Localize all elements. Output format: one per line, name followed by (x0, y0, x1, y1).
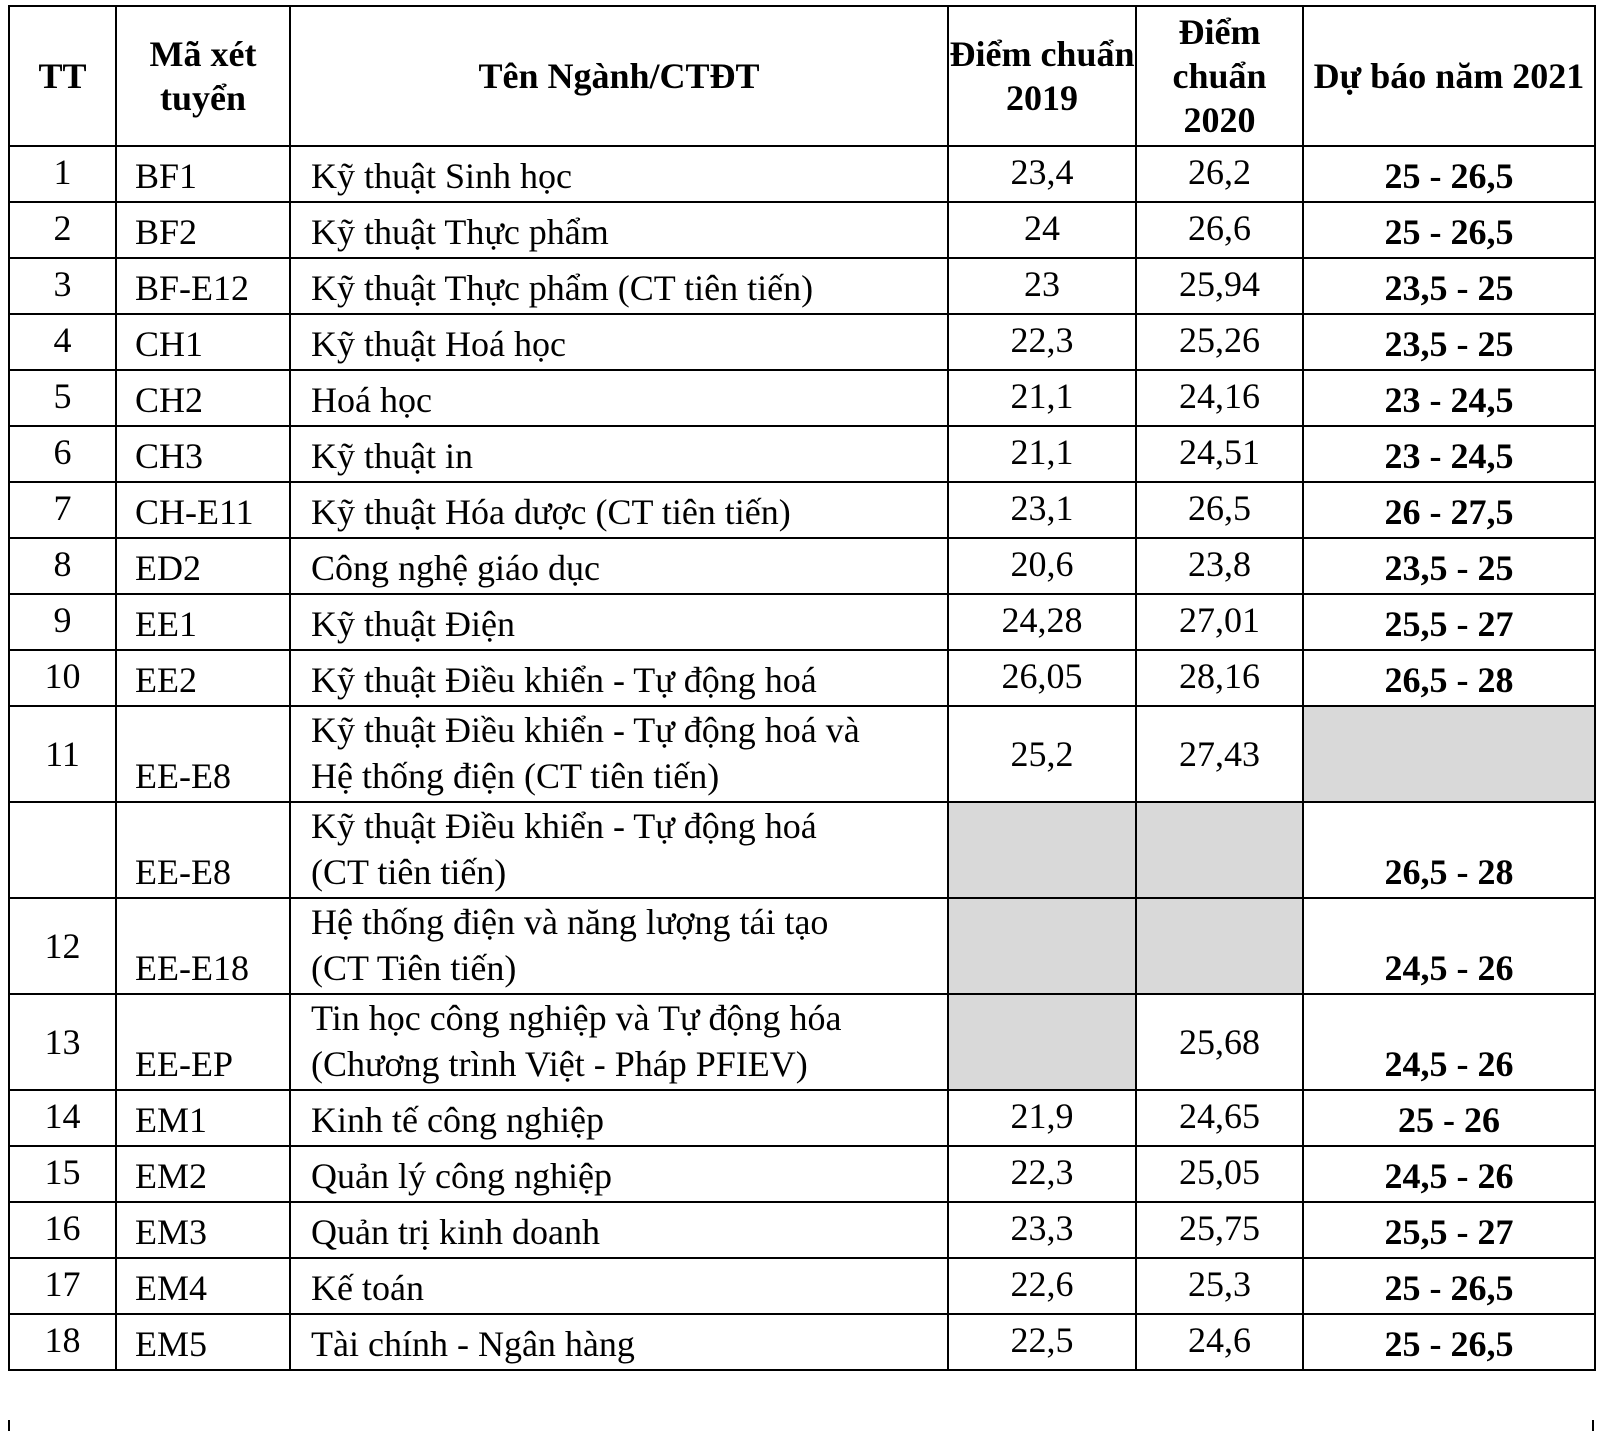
row-forecast (1303, 706, 1595, 802)
row-forecast: 24,5 - 26 (1303, 994, 1595, 1090)
row-forecast: 23 - 24,5 (1303, 370, 1595, 426)
row-name: Kỹ thuật Thực phẩm (290, 202, 948, 258)
header-score-2019: Điểm chuẩn 2019 (948, 6, 1136, 146)
row-score-2020 (1136, 898, 1303, 994)
header-score-2020: Điểm chuẩn 2020 (1136, 6, 1303, 146)
row-name: Công nghệ giáo dục (290, 538, 948, 594)
row-score-2019 (948, 898, 1136, 994)
row-code: CH3 (116, 426, 290, 482)
table-row (9, 898, 1595, 994)
row-code: ED2 (116, 538, 290, 594)
row-tt: 3 (9, 258, 116, 314)
table-row (9, 538, 1595, 594)
row-tt: 8 (9, 538, 116, 594)
row-tt: 13 (9, 994, 116, 1090)
row-score-2020: 25,94 (1136, 258, 1303, 314)
row-tt: 2 (9, 202, 116, 258)
row-score-2020: 26,2 (1136, 146, 1303, 202)
row-score-2020: 24,65 (1136, 1090, 1303, 1146)
row-name: Kỹ thuật in (290, 426, 948, 482)
row-score-2019: 26,05 (948, 650, 1136, 706)
row-score-2020: 25,05 (1136, 1146, 1303, 1202)
row-score-2020: 24,16 (1136, 370, 1303, 426)
row-name-line-2: (Chương trình Việt - Pháp PFIEV) (311, 1044, 808, 1084)
row-name-line-1: Hệ thống điện và năng lượng tái tạo (311, 902, 829, 942)
row-code: EM2 (116, 1146, 290, 1202)
row-code: CH1 (116, 314, 290, 370)
row-score-2020: 28,16 (1136, 650, 1303, 706)
row-score-2019: 21,1 (948, 426, 1136, 482)
row-tt: 14 (9, 1090, 116, 1146)
row-tt: 15 (9, 1146, 116, 1202)
row-score-2019: 24,28 (948, 594, 1136, 650)
admission-score-table (8, 5, 1596, 1371)
row-name: Kế toán (290, 1258, 948, 1314)
row-tt: 12 (9, 898, 116, 994)
row-name-line-1: Tin học công nghiệp và Tự động hóa (311, 998, 842, 1038)
row-code: BF2 (116, 202, 290, 258)
row-code: EE1 (116, 594, 290, 650)
row-forecast: 25,5 - 27 (1303, 1202, 1595, 1258)
row-score-2019 (948, 994, 1136, 1090)
table-row (9, 706, 1595, 802)
row-score-2019: 23 (948, 258, 1136, 314)
table-row (9, 370, 1595, 426)
row-name: Quản lý công nghiệp (290, 1146, 948, 1202)
row-code: EE-E18 (116, 898, 290, 994)
row-score-2020: 24,6 (1136, 1314, 1303, 1370)
row-name (290, 994, 948, 1090)
row-score-2019: 22,6 (948, 1258, 1136, 1314)
row-score-2020: 26,5 (1136, 482, 1303, 538)
table-row (9, 258, 1595, 314)
row-name: Kỹ thuật Điều khiển - Tự động hoá (290, 650, 948, 706)
row-score-2019: 22,3 (948, 1146, 1136, 1202)
table-row (9, 1146, 1595, 1202)
row-code: EM3 (116, 1202, 290, 1258)
row-forecast: 25 - 26 (1303, 1090, 1595, 1146)
row-code: BF1 (116, 146, 290, 202)
row-code: EE-E8 (116, 706, 290, 802)
row-score-2020: 24,51 (1136, 426, 1303, 482)
row-code: EE2 (116, 650, 290, 706)
table-row (9, 1090, 1595, 1146)
row-tt: 7 (9, 482, 116, 538)
row-tt (9, 802, 116, 898)
row-name-line-2: Hệ thống điện (CT tiên tiến) (311, 756, 720, 796)
row-score-2019: 22,3 (948, 314, 1136, 370)
table-row (9, 650, 1595, 706)
row-score-2019: 23,4 (948, 146, 1136, 202)
row-score-2019: 25,2 (948, 706, 1136, 802)
row-code: EM1 (116, 1090, 290, 1146)
header-name: Tên Ngành/CTĐT (290, 6, 948, 146)
table-row (9, 1258, 1595, 1314)
row-name: Kỹ thuật Thực phẩm (CT tiên tiến) (290, 258, 948, 314)
row-name: Kỹ thuật Hoá học (290, 314, 948, 370)
header-forecast-2021: Dự báo năm 2021 (1303, 6, 1595, 146)
row-name (290, 898, 948, 994)
table-continuation (8, 1420, 1594, 1431)
row-score-2020 (1136, 802, 1303, 898)
row-code: EM5 (116, 1314, 290, 1370)
row-name: Hoá học (290, 370, 948, 426)
row-code: EE-EP (116, 994, 290, 1090)
row-score-2020: 25,3 (1136, 1258, 1303, 1314)
row-forecast: 26 - 27,5 (1303, 482, 1595, 538)
row-tt: 1 (9, 146, 116, 202)
header-tt: TT (9, 6, 116, 146)
table-row (9, 1314, 1595, 1370)
row-tt: 5 (9, 370, 116, 426)
row-forecast: 25 - 26,5 (1303, 146, 1595, 202)
row-tt: 10 (9, 650, 116, 706)
table-row (9, 594, 1595, 650)
row-name (290, 802, 948, 898)
row-forecast: 26,5 - 28 (1303, 650, 1595, 706)
row-name: Quản trị kinh doanh (290, 1202, 948, 1258)
row-name: Kỹ thuật Hóa dược (CT tiên tiến) (290, 482, 948, 538)
table-row (9, 994, 1595, 1090)
row-forecast: 24,5 - 26 (1303, 898, 1595, 994)
row-tt: 4 (9, 314, 116, 370)
row-score-2020: 27,43 (1136, 706, 1303, 802)
row-name: Kỹ thuật Sinh học (290, 146, 948, 202)
row-forecast: 23,5 - 25 (1303, 258, 1595, 314)
row-forecast: 26,5 - 28 (1303, 802, 1595, 898)
row-forecast: 25 - 26,5 (1303, 202, 1595, 258)
row-tt: 17 (9, 1258, 116, 1314)
row-code: EE-E8 (116, 802, 290, 898)
table-row (9, 1202, 1595, 1258)
table-row (9, 802, 1595, 898)
row-name-line-2: (CT tiên tiến) (311, 852, 507, 892)
row-name: Kỹ thuật Điện (290, 594, 948, 650)
row-code: BF-E12 (116, 258, 290, 314)
row-score-2020: 26,6 (1136, 202, 1303, 258)
row-score-2019 (948, 802, 1136, 898)
row-name-line-1: Kỹ thuật Điều khiển - Tự động hoá và (311, 710, 860, 750)
row-tt: 16 (9, 1202, 116, 1258)
row-name-line-1: Kỹ thuật Điều khiển - Tự động hoá (311, 806, 817, 846)
row-tt: 11 (9, 706, 116, 802)
row-tt: 9 (9, 594, 116, 650)
row-score-2020: 27,01 (1136, 594, 1303, 650)
row-code: CH-E11 (116, 482, 290, 538)
table-row (9, 482, 1595, 538)
row-score-2019: 21,9 (948, 1090, 1136, 1146)
table-row (9, 146, 1595, 202)
row-score-2019: 20,6 (948, 538, 1136, 594)
row-forecast: 25 - 26,5 (1303, 1314, 1595, 1370)
row-tt: 6 (9, 426, 116, 482)
row-score-2020: 25,68 (1136, 994, 1303, 1090)
row-name: Kinh tế công nghiệp (290, 1090, 948, 1146)
table-row (9, 426, 1595, 482)
row-name-line-2: (CT Tiên tiến) (311, 948, 517, 988)
row-score-2019: 23,3 (948, 1202, 1136, 1258)
row-forecast: 25 - 26,5 (1303, 1258, 1595, 1314)
table-row (9, 202, 1595, 258)
row-name: Tài chính - Ngân hàng (290, 1314, 948, 1370)
row-score-2020: 25,26 (1136, 314, 1303, 370)
row-name (290, 706, 948, 802)
header-code: Mã xét tuyển (116, 6, 290, 146)
row-forecast: 23 - 24,5 (1303, 426, 1595, 482)
row-tt: 18 (9, 1314, 116, 1370)
row-forecast: 23,5 - 25 (1303, 538, 1595, 594)
row-code: CH2 (116, 370, 290, 426)
row-score-2019: 23,1 (948, 482, 1136, 538)
row-score-2020: 23,8 (1136, 538, 1303, 594)
row-forecast: 23,5 - 25 (1303, 314, 1595, 370)
table-row (9, 314, 1595, 370)
row-forecast: 24,5 - 26 (1303, 1146, 1595, 1202)
row-score-2019: 24 (948, 202, 1136, 258)
row-score-2019: 22,5 (948, 1314, 1136, 1370)
row-code: EM4 (116, 1258, 290, 1314)
header-row (9, 6, 1595, 146)
row-forecast: 25,5 - 27 (1303, 594, 1595, 650)
row-score-2020: 25,75 (1136, 1202, 1303, 1258)
row-score-2019: 21,1 (948, 370, 1136, 426)
